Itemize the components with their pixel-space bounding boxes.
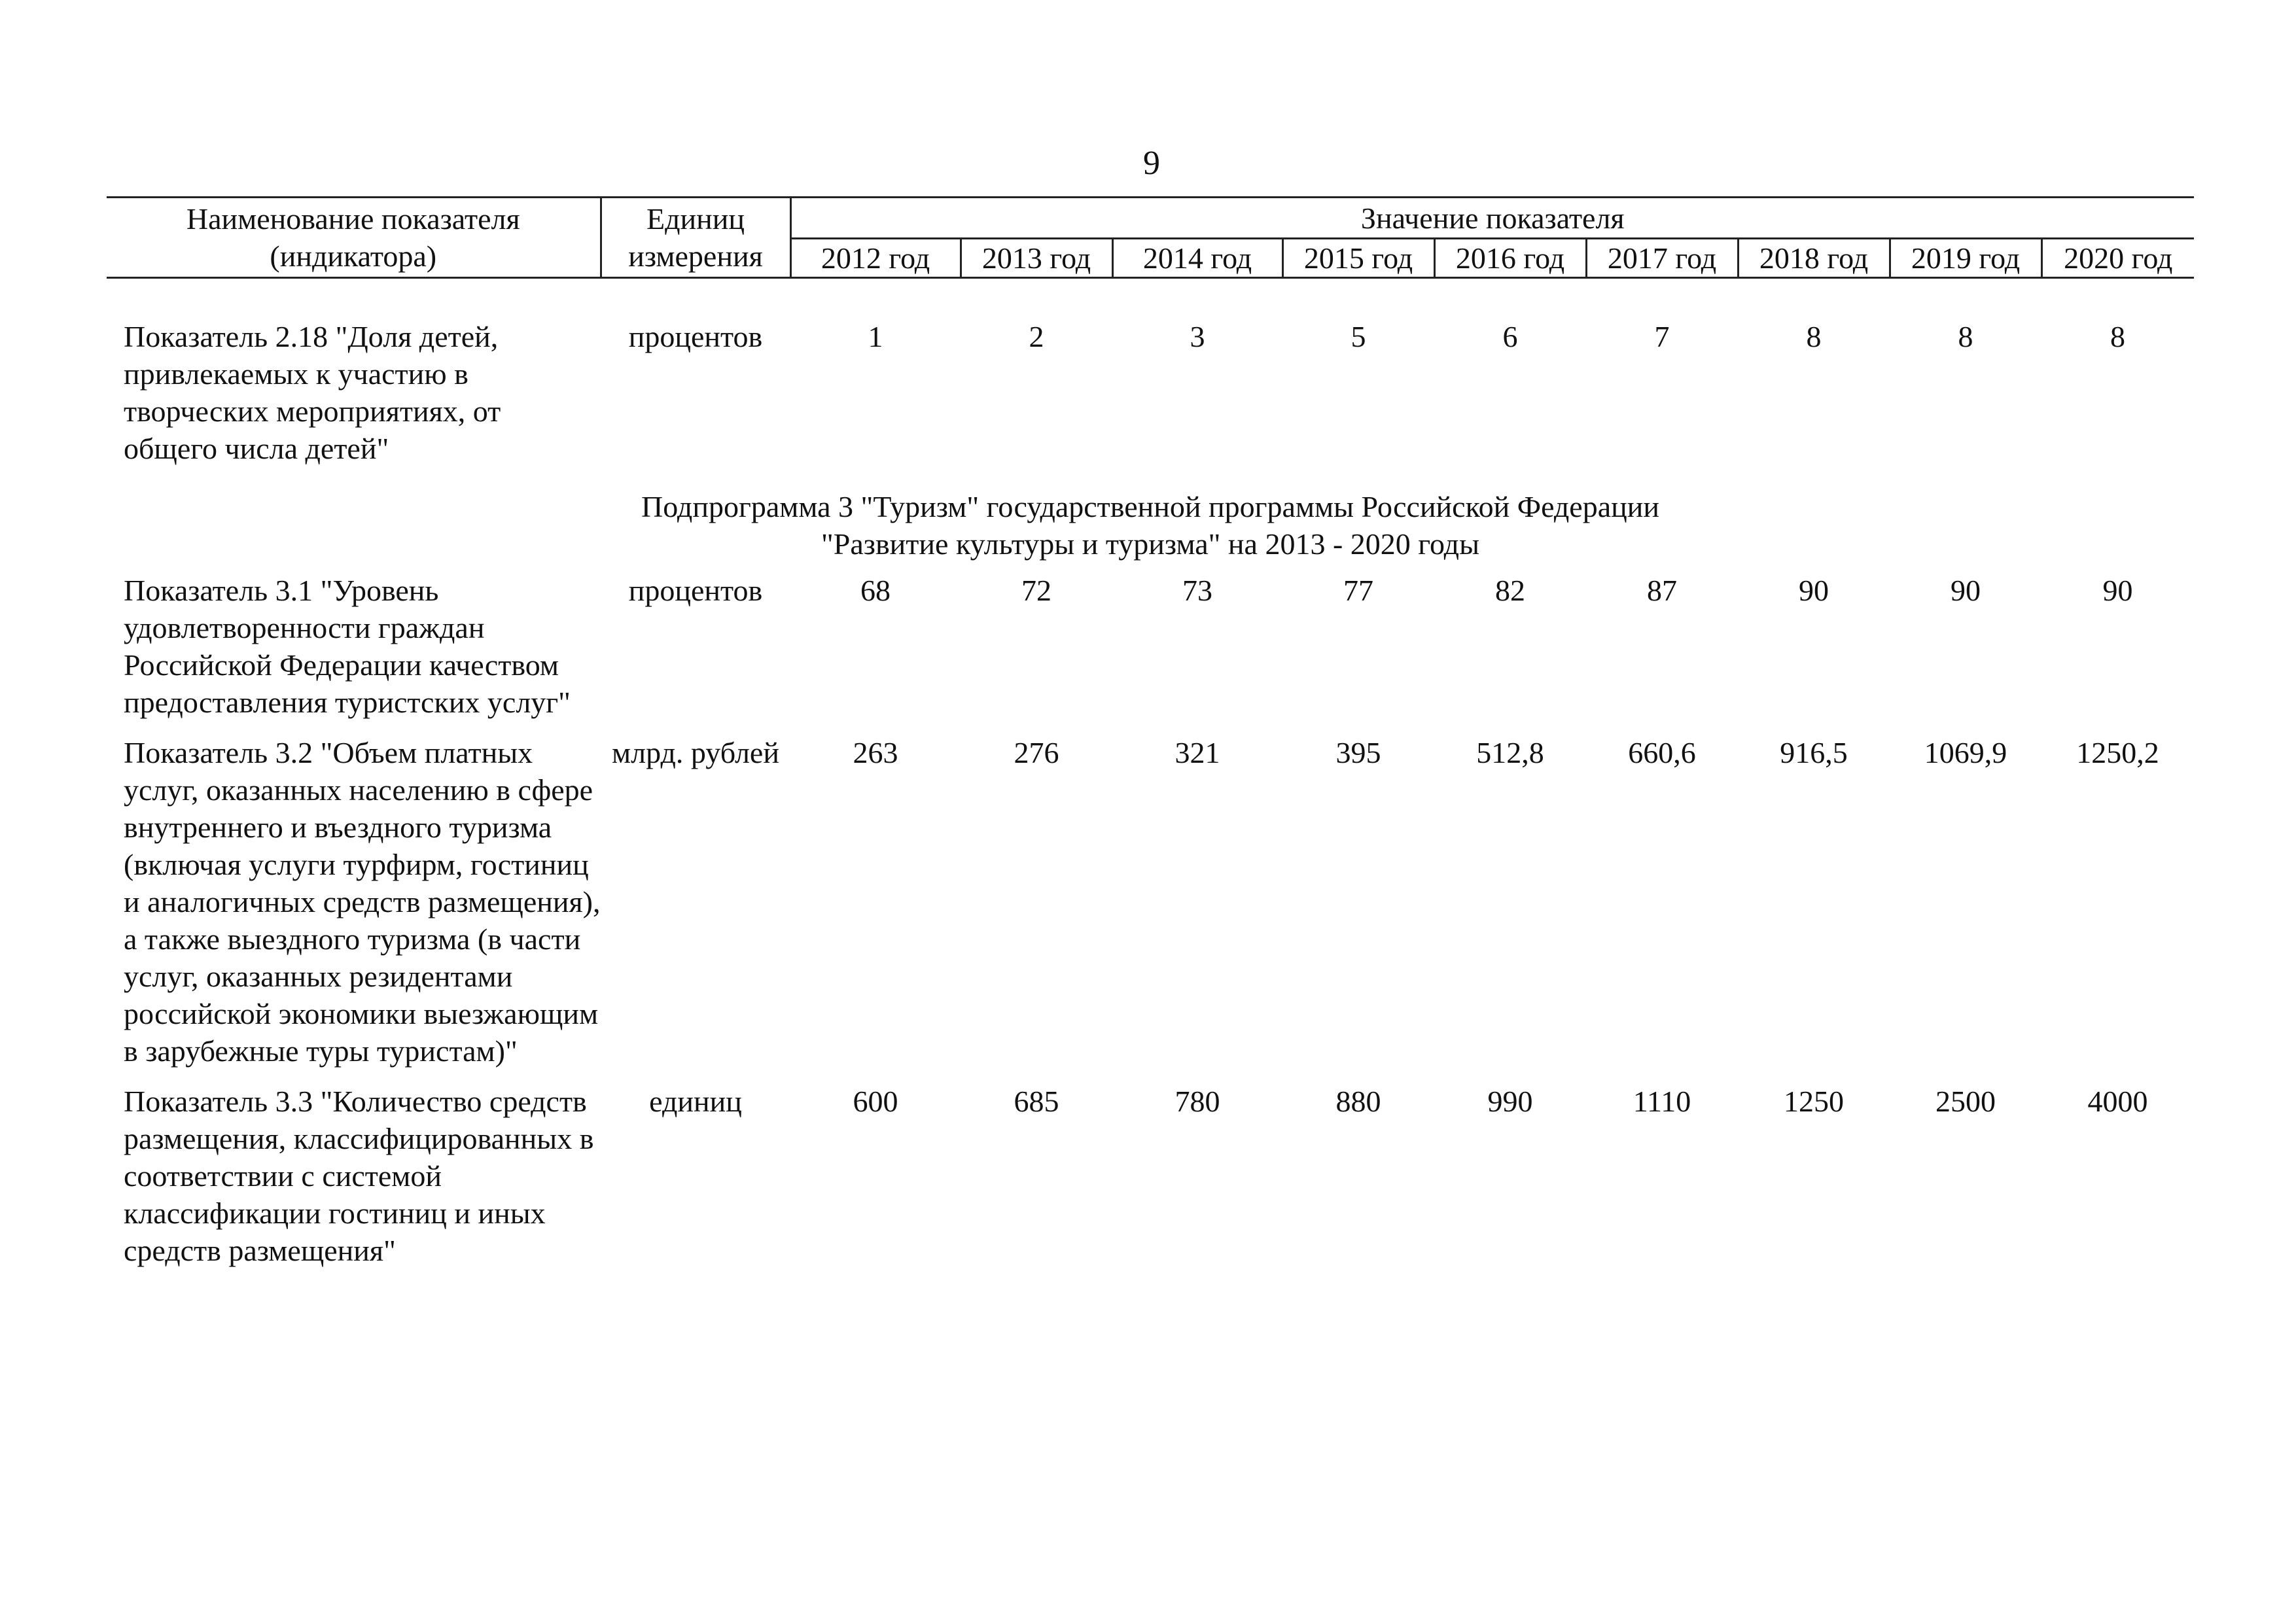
indicator-value: 395 xyxy=(1335,736,1381,769)
indicator-value: 4000 xyxy=(2087,1085,2148,1118)
indicator-unit: процентов xyxy=(628,574,763,607)
indicator-value: 1250 xyxy=(1784,1085,1844,1118)
table-row xyxy=(107,1083,2194,1282)
indicator-value: 321 xyxy=(1174,736,1220,769)
indicator-value: 7 xyxy=(1654,320,1670,353)
header-year: 2012 год xyxy=(790,239,961,278)
header-unit-line1: Единиц xyxy=(646,202,745,236)
indicator-value: 68 xyxy=(860,574,891,607)
indicator-value: 2500 xyxy=(1935,1085,1996,1118)
section-heading-line1: Подпрограмма 3 "Туризм" государственной программы Российской Федерации xyxy=(641,490,1659,523)
indicator-unit: млрд. рублей xyxy=(612,736,779,769)
header-indicator-name xyxy=(107,198,601,278)
indicator-value: 1110 xyxy=(1633,1085,1691,1118)
indicator-value: 8 xyxy=(1806,320,1822,353)
table-row xyxy=(107,318,2194,480)
indicator-name: Показатель 3.3 "Количество средств размещения, классифицированных в соответствии с системой классификации гостиниц и иных средств размещения" xyxy=(124,1085,594,1267)
header-unit xyxy=(601,198,790,278)
page-number: 9 xyxy=(1143,145,1160,182)
indicator-name: Показатель 3.1 "Уровень удовлетворенности граждан Российской Федерации качеством предоставления туристских услуг" xyxy=(124,574,571,719)
indicator-value: 90 xyxy=(2102,574,2133,607)
indicator-unit: единиц xyxy=(649,1085,742,1118)
indicator-value: 82 xyxy=(1495,574,1525,607)
indicator-value: 77 xyxy=(1343,574,1373,607)
table-row xyxy=(107,734,2194,1083)
indicator-value: 8 xyxy=(1958,320,1973,353)
indicator-value: 1250,2 xyxy=(2076,736,2159,769)
indicator-name: Показатель 3.2 "Объем платных услуг, оказанных населению в сфере внутреннего и въездного туризма (включая услуги турфирм, гостиниц и аналогичных средств размещения), а также выездного туризма (в части услуг, оказанных резидентами российской экономики выезжающим в зарубежные туры туристам)" xyxy=(124,736,601,1068)
indicator-value: 8 xyxy=(2110,320,2125,353)
indicator-value: 1 xyxy=(868,320,883,353)
header-year: 2019 год xyxy=(1890,239,2041,278)
indicator-value: 660,6 xyxy=(1628,736,1696,769)
indicator-value: 73 xyxy=(1182,574,1212,607)
header-year: 2015 год xyxy=(1282,239,1434,278)
header-indicator-name-line2: (индикатора) xyxy=(270,239,437,273)
indicator-value: 276 xyxy=(1014,736,1059,769)
section-heading-line2: "Развитие культуры и туризма" на 2013 - 2020 годы xyxy=(821,527,1479,561)
indicator-value: 1069,9 xyxy=(1924,736,2007,769)
header-year: 2013 год xyxy=(961,239,1112,278)
header-year: 2016 год xyxy=(1434,239,1586,278)
indicator-value: 512,8 xyxy=(1476,736,1544,769)
indicator-name: Показатель 2.18 "Доля детей, привлекаемых к участию в творческих мероприятиях, от общего числа детей" xyxy=(124,320,501,465)
indicator-value: 2 xyxy=(1029,320,1044,353)
table-header xyxy=(107,198,2194,278)
header-year: 2018 год xyxy=(1738,239,1890,278)
indicator-value: 6 xyxy=(1502,320,1518,353)
indicator-value: 90 xyxy=(1951,574,1981,607)
indicator-value: 916,5 xyxy=(1780,736,1848,769)
header-unit-line2: измерения xyxy=(628,239,763,273)
indicator-value: 880 xyxy=(1335,1085,1381,1118)
indicators-table xyxy=(107,196,2194,1282)
indicator-value: 780 xyxy=(1174,1085,1220,1118)
indicator-value: 72 xyxy=(1021,574,1051,607)
indicator-value: 263 xyxy=(853,736,898,769)
header-year: 2014 год xyxy=(1112,239,1282,278)
header-year: 2017 год xyxy=(1586,239,1738,278)
header-values-title: Значение показателя xyxy=(790,198,2194,239)
section-heading-row xyxy=(107,480,2194,572)
indicator-value: 3 xyxy=(1190,320,1205,353)
indicator-value: 5 xyxy=(1351,320,1366,353)
indicator-value: 685 xyxy=(1014,1085,1059,1118)
indicator-value: 600 xyxy=(853,1085,898,1118)
table-row xyxy=(107,572,2194,734)
indicator-value: 87 xyxy=(1647,574,1677,607)
header-indicator-name-line1: Наименование показателя xyxy=(186,202,520,236)
table-body xyxy=(107,278,2194,1283)
indicator-value: 90 xyxy=(1799,574,1829,607)
indicator-unit: процентов xyxy=(628,320,763,353)
header-year: 2020 год xyxy=(2041,239,2194,278)
section-heading xyxy=(107,480,2194,572)
indicator-value: 990 xyxy=(1487,1085,1533,1118)
